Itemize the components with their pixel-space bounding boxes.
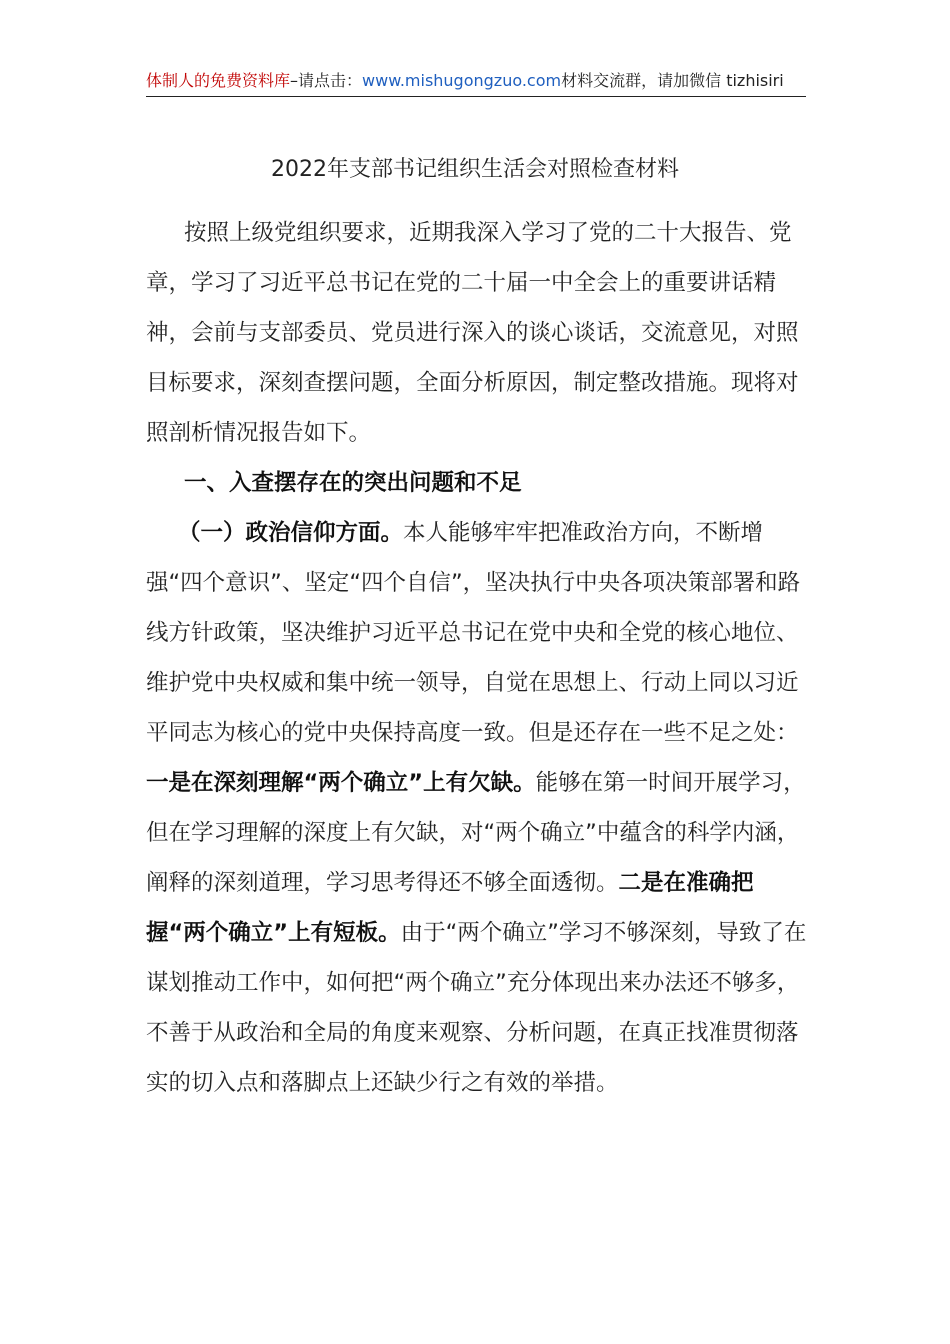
point-two-text: 由于“两个确立”学习不够深刻，导致了在谋划推动工作中，如何把“两个确立”充分体现出来办法还不够多，不善于从政治和全局的角度来观察、分析问题，在真正找准贯彻落实的切入点和落脚点上还缺少行之有效的举措。 bbox=[146, 920, 807, 1096]
header-brand: 体制人的免费资料库 bbox=[146, 71, 291, 90]
point-two-heading: 二是在准确把握“两个确立”上有短板。 bbox=[146, 870, 754, 946]
header-url-link[interactable]: www.mishugongzuo.com bbox=[362, 71, 562, 90]
header-prompt: –请点击： bbox=[290, 71, 363, 90]
subsection-text: 本人能够牢牢把准政治方向，不断增强“四个意识”、坚定“四个自信”，坚决执行中央各项决策部署和路线方针政策，坚决维护习近平总书记在党中央和全党的核心地位、维护党中央权威和集中统一领导，自觉在思想上、行动上同以习近平同志为核心的党中央保持高度一致。但是还存在一些不足之处： bbox=[146, 520, 801, 746]
point-one-text: 能够在第一时间开展学习，但在学习理解的深度上有欠缺，对“两个确立”中蕴含的科学内涵，阐释的深刻道理，学习思考得还不够全面透彻。 bbox=[146, 770, 806, 896]
intro-paragraph: 按照上级党组织要求，近期我深入学习了党的二十大报告、党章，学习了习近平总书记在党的二十届一中全会上的重要讲话精神，会前与支部委员、党员进行深入的谈心谈话，交流意见，对照目标要求，深刻查摆问题，全面分析原因，制定整改措施。现将对照剖析情况报告如下。 bbox=[146, 220, 799, 446]
page-header bbox=[146, 68, 806, 97]
header-note: 材料交流群，请加微信 tizhisiri bbox=[561, 71, 784, 90]
subsection-heading: （一）政治信仰方面。 bbox=[178, 520, 404, 546]
section-heading: 一、入查摆存在的突出问题和不足 bbox=[184, 470, 522, 496]
subsection-paragraph bbox=[146, 508, 810, 1108]
point-one-heading: 一是在深刻理解“两个确立”上有欠缺。 bbox=[146, 770, 536, 796]
document-title: 2022年支部书记组织生活会对照检查材料 bbox=[271, 157, 679, 182]
document-body bbox=[146, 208, 810, 1108]
